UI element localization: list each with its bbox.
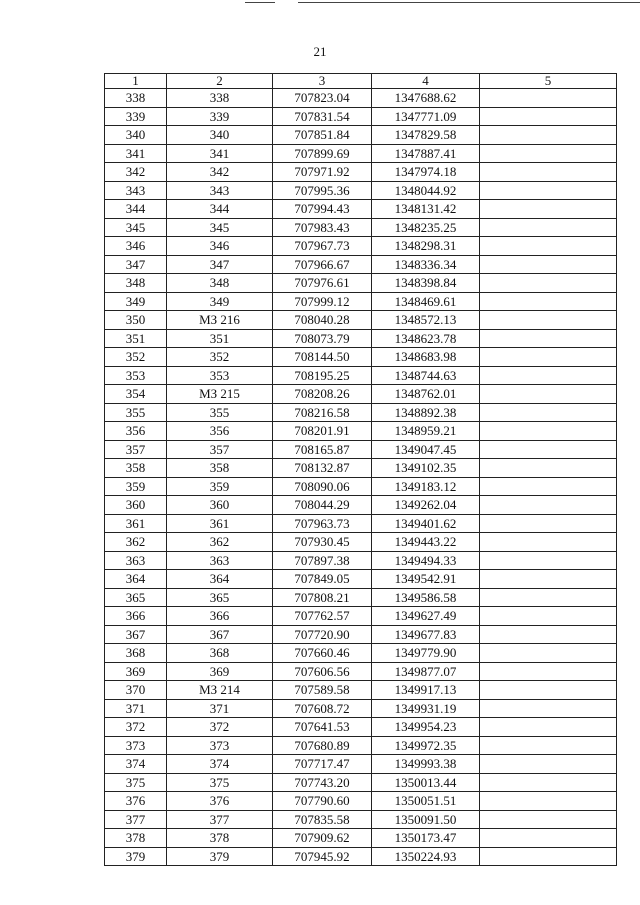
table-row [105, 107, 617, 126]
table-cell [480, 163, 617, 182]
table-cell: 345 [167, 218, 273, 237]
table-header-row [105, 74, 617, 89]
table-cell: 1348892.38 [372, 403, 480, 422]
table-cell: 1348235.25 [372, 218, 480, 237]
table-row [105, 514, 617, 533]
table-cell: 1349443.22 [372, 533, 480, 552]
table-cell: 376 [105, 792, 167, 811]
table-cell: 360 [167, 496, 273, 515]
table-cell: 1350091.50 [372, 810, 480, 829]
table-cell: 707897.38 [273, 551, 372, 570]
table-row [105, 847, 617, 866]
table-cell: 369 [105, 662, 167, 681]
table-cell: 373 [167, 736, 273, 755]
table-cell [480, 181, 617, 200]
table-row [105, 126, 617, 145]
table-cell: 1349917.13 [372, 681, 480, 700]
table-cell: 347 [105, 255, 167, 274]
table-cell: 363 [105, 551, 167, 570]
table-cell: 707743.20 [273, 773, 372, 792]
table-cell [480, 440, 617, 459]
table-cell [480, 662, 617, 681]
table-cell: 1348398.84 [372, 274, 480, 293]
table-cell: 367 [167, 625, 273, 644]
table-cell: 707831.54 [273, 107, 372, 126]
table-row [105, 588, 617, 607]
table-cell: МЗ 214 [167, 681, 273, 700]
table-cell: 349 [167, 292, 273, 311]
table-cell: 1350051.51 [372, 792, 480, 811]
table-cell: 365 [105, 588, 167, 607]
table-cell: 1348683.98 [372, 348, 480, 367]
table-cell: 1349993.38 [372, 755, 480, 774]
table-cell: 1349931.19 [372, 699, 480, 718]
table-cell [480, 218, 617, 237]
table-cell: 377 [167, 810, 273, 829]
table-cell: 370 [105, 681, 167, 700]
table-cell [480, 847, 617, 866]
table-cell: 707966.67 [273, 255, 372, 274]
table-cell: 707945.92 [273, 847, 372, 866]
table-cell: 707720.90 [273, 625, 372, 644]
table-row [105, 718, 617, 737]
table-cell: 378 [167, 829, 273, 848]
table-row [105, 329, 617, 348]
table-cell [480, 274, 617, 293]
table-cell: 356 [167, 422, 273, 441]
table-cell: 1348044.92 [372, 181, 480, 200]
table-cell: 373 [105, 736, 167, 755]
table-cell [480, 237, 617, 256]
table-cell: 358 [105, 459, 167, 478]
table-cell: 1349102.35 [372, 459, 480, 478]
table-cell: 377 [105, 810, 167, 829]
table-cell: 707983.43 [273, 218, 372, 237]
coordinates-table [104, 73, 617, 866]
table-cell: 366 [167, 607, 273, 626]
table-cell: 362 [105, 533, 167, 552]
table-row [105, 89, 617, 108]
table-cell: 707641.53 [273, 718, 372, 737]
scan-top-rule-right [298, 2, 640, 3]
table-row [105, 607, 617, 626]
table-cell: 359 [167, 477, 273, 496]
table-cell: 346 [167, 237, 273, 256]
table-cell: 357 [105, 440, 167, 459]
table-cell: 344 [167, 200, 273, 219]
table-cell: 708165.87 [273, 440, 372, 459]
table-row [105, 459, 617, 478]
table-cell [480, 588, 617, 607]
table-cell: 707849.05 [273, 570, 372, 589]
table-cell: 1349972.35 [372, 736, 480, 755]
table-cell: МЗ 215 [167, 385, 273, 404]
table-cell [480, 89, 617, 108]
table-cell: 707606.56 [273, 662, 372, 681]
table-cell: 367 [105, 625, 167, 644]
table-cell: 368 [167, 644, 273, 663]
table-cell: 707717.47 [273, 755, 372, 774]
table-cell: 1348336.34 [372, 255, 480, 274]
table-cell [480, 144, 617, 163]
table-cell: 1348469.61 [372, 292, 480, 311]
table-body [105, 89, 617, 866]
table-cell: 1349954.23 [372, 718, 480, 737]
table-cell [480, 107, 617, 126]
table-cell: 1349401.62 [372, 514, 480, 533]
table-cell: 339 [105, 107, 167, 126]
table-row [105, 644, 617, 663]
table-cell: 708144.50 [273, 348, 372, 367]
table-cell: 360 [105, 496, 167, 515]
table-cell: 365 [167, 588, 273, 607]
table-cell: 355 [105, 403, 167, 422]
table-cell: 708132.87 [273, 459, 372, 478]
table-cell [480, 792, 617, 811]
table-cell: 1349677.83 [372, 625, 480, 644]
scan-top-rule-left [245, 2, 275, 3]
table-cell: 708073.79 [273, 329, 372, 348]
table-cell: 1347887.41 [372, 144, 480, 163]
table-cell: 707930.45 [273, 533, 372, 552]
table-cell: 1349262.04 [372, 496, 480, 515]
table-cell [480, 403, 617, 422]
table-cell: 342 [167, 163, 273, 182]
table-cell [480, 459, 617, 478]
table-cell [480, 514, 617, 533]
table-row [105, 533, 617, 552]
table-row [105, 422, 617, 441]
table-cell: 1349877.07 [372, 662, 480, 681]
table-cell [480, 625, 617, 644]
table-cell [480, 681, 617, 700]
table-cell: МЗ 216 [167, 311, 273, 330]
table-cell: 708208.26 [273, 385, 372, 404]
table-cell: 352 [105, 348, 167, 367]
table-cell: 338 [105, 89, 167, 108]
table-cell: 357 [167, 440, 273, 459]
table-cell: 353 [167, 366, 273, 385]
table-cell: 339 [167, 107, 273, 126]
table-cell: 356 [105, 422, 167, 441]
table-cell: 707589.58 [273, 681, 372, 700]
table-cell [480, 718, 617, 737]
column-header: 3 [273, 74, 372, 89]
table-row [105, 311, 617, 330]
table-row [105, 755, 617, 774]
table-cell: 368 [105, 644, 167, 663]
table-cell [480, 736, 617, 755]
table-cell: 1348298.31 [372, 237, 480, 256]
table-cell: 1349779.90 [372, 644, 480, 663]
table-row [105, 181, 617, 200]
table-cell: 352 [167, 348, 273, 367]
table-cell: 348 [167, 274, 273, 293]
table-cell: 1348131.42 [372, 200, 480, 219]
table-cell [480, 366, 617, 385]
column-header: 4 [372, 74, 480, 89]
table-cell: 708216.58 [273, 403, 372, 422]
table-cell: 344 [105, 200, 167, 219]
table-cell: 707994.43 [273, 200, 372, 219]
table-row [105, 496, 617, 515]
table-cell: 1349047.45 [372, 440, 480, 459]
table-cell: 366 [105, 607, 167, 626]
table-cell: 1349183.12 [372, 477, 480, 496]
table-row [105, 736, 617, 755]
table-cell: 707963.73 [273, 514, 372, 533]
table-cell: 1349627.49 [372, 607, 480, 626]
table-row [105, 144, 617, 163]
table-cell [480, 477, 617, 496]
table-row [105, 292, 617, 311]
table-cell [480, 422, 617, 441]
table-cell: 1350013.44 [372, 773, 480, 792]
table-cell: 374 [105, 755, 167, 774]
table-cell: 1348572.13 [372, 311, 480, 330]
table-cell: 348 [105, 274, 167, 293]
table-cell: 340 [105, 126, 167, 145]
column-header: 5 [480, 74, 617, 89]
table-cell: 707899.69 [273, 144, 372, 163]
table-cell: 1349494.33 [372, 551, 480, 570]
table-cell: 375 [167, 773, 273, 792]
table-cell: 354 [105, 385, 167, 404]
table-row [105, 237, 617, 256]
page-number: 21 [313, 44, 327, 59]
table-cell: 707790.60 [273, 792, 372, 811]
table-row [105, 348, 617, 367]
table-cell: 371 [167, 699, 273, 718]
table-cell [480, 533, 617, 552]
table-row [105, 699, 617, 718]
table-cell: 1348623.78 [372, 329, 480, 348]
table-cell [480, 773, 617, 792]
table-row [105, 773, 617, 792]
table-cell: 364 [105, 570, 167, 589]
table-cell: 708201.91 [273, 422, 372, 441]
table-cell [480, 644, 617, 663]
table-cell: 707835.58 [273, 810, 372, 829]
column-header: 2 [167, 74, 273, 89]
table-cell: 342 [105, 163, 167, 182]
table-cell: 351 [105, 329, 167, 348]
table-cell: 707967.73 [273, 237, 372, 256]
table-cell: 343 [167, 181, 273, 200]
table-cell: 338 [167, 89, 273, 108]
table-cell: 371 [105, 699, 167, 718]
table-cell [480, 292, 617, 311]
table-cell: 1347771.09 [372, 107, 480, 126]
table-cell: 707851.84 [273, 126, 372, 145]
table-cell: 374 [167, 755, 273, 774]
table-cell: 1349586.58 [372, 588, 480, 607]
table-row [105, 255, 617, 274]
table-cell: 1348762.01 [372, 385, 480, 404]
table-cell: 341 [105, 144, 167, 163]
table-cell: 361 [105, 514, 167, 533]
table-cell: 379 [105, 847, 167, 866]
table-cell [480, 329, 617, 348]
table-cell: 707680.89 [273, 736, 372, 755]
table-row [105, 366, 617, 385]
table-row [105, 625, 617, 644]
table-row [105, 440, 617, 459]
table-cell [480, 311, 617, 330]
table-cell: 351 [167, 329, 273, 348]
table-cell: 1349542.91 [372, 570, 480, 589]
table-row [105, 218, 617, 237]
table-row [105, 829, 617, 848]
table-row [105, 403, 617, 422]
table-cell [480, 755, 617, 774]
table-cell: 376 [167, 792, 273, 811]
table-row [105, 200, 617, 219]
table-cell: 346 [105, 237, 167, 256]
table-cell: 707995.36 [273, 181, 372, 200]
table-cell [480, 126, 617, 145]
table-cell: 708044.29 [273, 496, 372, 515]
table-cell: 707823.04 [273, 89, 372, 108]
table-cell: 708195.25 [273, 366, 372, 385]
table-cell: 707762.57 [273, 607, 372, 626]
table-cell [480, 570, 617, 589]
table-cell: 378 [105, 829, 167, 848]
table-row [105, 274, 617, 293]
table-cell: 345 [105, 218, 167, 237]
table-cell: 361 [167, 514, 273, 533]
table-cell: 362 [167, 533, 273, 552]
table-cell: 707608.72 [273, 699, 372, 718]
table-cell: 1348744.63 [372, 366, 480, 385]
table-row [105, 551, 617, 570]
table-row [105, 477, 617, 496]
table-cell: 341 [167, 144, 273, 163]
table-cell: 372 [167, 718, 273, 737]
table-cell [480, 829, 617, 848]
table-cell: 353 [105, 366, 167, 385]
table-cell: 707971.92 [273, 163, 372, 182]
table-cell: 707999.12 [273, 292, 372, 311]
table-cell [480, 551, 617, 570]
table-row [105, 681, 617, 700]
table-cell: 349 [105, 292, 167, 311]
table-cell: 359 [105, 477, 167, 496]
table-cell: 350 [105, 311, 167, 330]
table-cell: 364 [167, 570, 273, 589]
table-cell: 355 [167, 403, 273, 422]
table-row [105, 570, 617, 589]
table-cell: 707909.62 [273, 829, 372, 848]
table-row [105, 792, 617, 811]
table-cell: 340 [167, 126, 273, 145]
table-cell [480, 200, 617, 219]
table-row [105, 810, 617, 829]
table-cell: 1350173.47 [372, 829, 480, 848]
table-cell: 343 [105, 181, 167, 200]
table-cell: 707808.21 [273, 588, 372, 607]
table-cell: 363 [167, 551, 273, 570]
table-cell [480, 496, 617, 515]
table-row [105, 662, 617, 681]
table-cell: 379 [167, 847, 273, 866]
table-cell: 347 [167, 255, 273, 274]
column-header: 1 [105, 74, 167, 89]
table-cell [480, 348, 617, 367]
table-cell: 372 [105, 718, 167, 737]
table-cell: 375 [105, 773, 167, 792]
table-cell [480, 607, 617, 626]
table-row [105, 385, 617, 404]
table-cell [480, 810, 617, 829]
table-cell: 1347829.58 [372, 126, 480, 145]
table-cell [480, 255, 617, 274]
table-cell: 358 [167, 459, 273, 478]
table-cell: 1347974.18 [372, 163, 480, 182]
table-cell: 1347688.62 [372, 89, 480, 108]
table-cell [480, 699, 617, 718]
table-cell: 707660.46 [273, 644, 372, 663]
table-cell: 708090.06 [273, 477, 372, 496]
table-cell: 369 [167, 662, 273, 681]
table-cell: 707976.61 [273, 274, 372, 293]
table-cell [480, 385, 617, 404]
table-cell: 1348959.21 [372, 422, 480, 441]
table-cell: 708040.28 [273, 311, 372, 330]
table-cell: 1350224.93 [372, 847, 480, 866]
table-row [105, 163, 617, 182]
